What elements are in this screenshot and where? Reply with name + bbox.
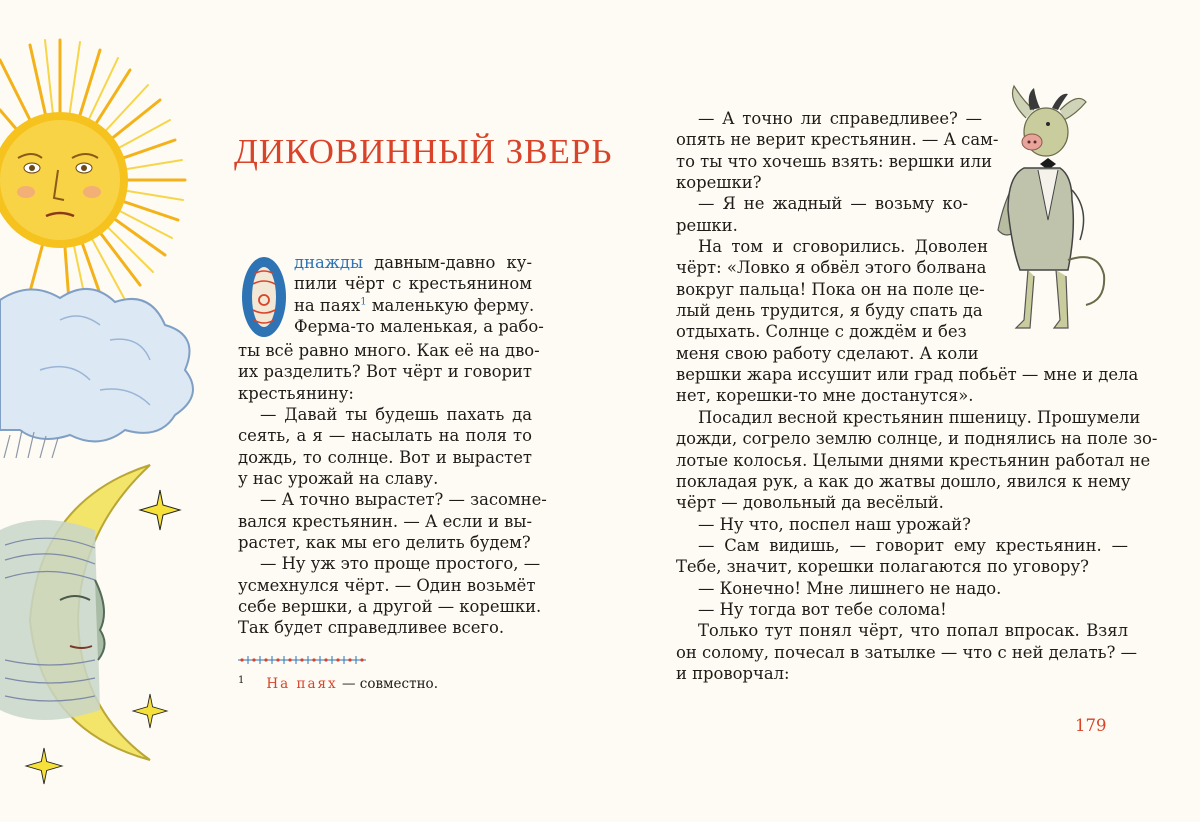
footnote — [238, 676, 538, 692]
star-icon — [133, 694, 167, 728]
footnote-ref: 1 — [360, 296, 367, 308]
text-line: решки. — [676, 215, 738, 235]
text-line: нет, корешки-то мне достанутся». — [676, 386, 974, 406]
text-line: покладая рук, а как до жатвы дошло, явился к нему — [676, 471, 1131, 491]
text-line: и проворчал: — [676, 663, 790, 683]
text-line: — Конечно! Мне лишнего не надо. — [698, 578, 1002, 598]
text-line: — А точно вырастет? — засомне- — [260, 490, 547, 510]
text-line: крестьянину: — [238, 383, 354, 403]
text-line: растет, как мы его делить будем? — [238, 533, 531, 553]
star-icon — [26, 748, 62, 784]
ornament-divider-icon — [238, 654, 366, 666]
text-line: Только тут понял чёрт, что попал впросак. Взял — [698, 621, 1128, 641]
text-line: то ты что хочешь взять: вершки или — [676, 151, 992, 171]
text-line: — Ну что, поспел наш урожай? — [698, 514, 971, 534]
left-column-text — [238, 252, 547, 639]
text-line: Ферма-то маленькая, а рабо- — [294, 317, 544, 337]
text-line: вокруг пальца! Пока он на поле це- — [676, 279, 985, 299]
text-line: днажды давным-давно ку- — [294, 253, 532, 272]
cloud-illustration-icon — [0, 280, 210, 460]
text-line: дождь, то солнце. Вот и вырастет — [238, 447, 532, 467]
text-line: себе вершки, а другой — корешки. — [238, 597, 542, 617]
text-line: опять не верит крестьянин. — А сам- — [676, 130, 999, 150]
text-line: меня свою работу сделают. А коли — [676, 343, 979, 363]
text-line: — Ну уж это проще простого, — — [260, 554, 541, 574]
text-line: — Сам видишь, — говорит ему крестьянин. — — [698, 535, 1128, 555]
text-line: вался крестьянин. — А если и вы- — [238, 511, 532, 531]
star-icon — [140, 490, 180, 530]
text-line: — Ну тогда вот тебе солома! — [698, 599, 947, 619]
text-line: лотые колосья. Целыми днями крестьянин работал не — [676, 450, 1151, 470]
text-line: усмехнулся чёрт. — Один возьмёт — [238, 575, 536, 595]
text-line: чёрт — довольный да весёлый. — [676, 493, 944, 513]
text-line: вершки жара иссушит или град побьёт — мне и дела — [676, 365, 1139, 385]
right-column-text — [676, 108, 1158, 684]
footnote-term: На паях — [266, 676, 338, 692]
text-line: пили чёрт с крестьянином — [294, 274, 532, 294]
text-line: чёрт: «Ловко я обвёл этого болвана — [676, 258, 987, 278]
text-line: ты всё равно много. Как её на дво- — [238, 341, 540, 360]
text-line: На том и сговорились. Доволен — [698, 237, 988, 257]
text-line: сеять, а я — насылать на поля то — [238, 426, 532, 446]
drop-cap-letter: О — [264, 340, 265, 341]
text-line: — Я не жадный — возьму ко- — [698, 194, 968, 214]
text-line: корешки? — [676, 173, 762, 193]
text-line: — А точно ли справедливее? — — [698, 109, 982, 128]
text-line: у нас урожай на славу. — [238, 469, 439, 489]
lead-word: днажды — [294, 253, 364, 272]
sun-illustration-icon — [0, 30, 200, 320]
text-line: Посадил весной крестьянин пшеницу. Прошумели — [698, 407, 1141, 427]
page-number: 179 — [1075, 716, 1107, 735]
text-line: отдыхать. Солнце с дождём и без — [676, 322, 967, 342]
text-line: Тебе, значит, корешки полагаются по уговору? — [676, 557, 1089, 577]
page-title: ДИКОВИННЫЙ ЗВЕРЬ — [234, 132, 613, 171]
text-line: — Давай ты будешь пахать да — [260, 405, 532, 425]
drop-cap-ornament-icon — [238, 254, 290, 340]
text-line: их разделить? Вот чёрт и говорит — [238, 362, 532, 382]
footnote-text: — совместно. — [337, 676, 438, 692]
text-line: на паях$^1$ маленькую ферму. — [294, 295, 535, 315]
footnote-number: 1 — [238, 674, 245, 686]
text-line: дожди, согрело землю солнце, и поднялись на поле зо- — [676, 429, 1158, 449]
text-line: он солому, почесал в затылке — что с ней делать? — — [676, 642, 1137, 662]
text-line: Так будет справедливее всего. — [238, 618, 505, 638]
text-line: лый день трудится, я буду спать да — [676, 301, 983, 321]
